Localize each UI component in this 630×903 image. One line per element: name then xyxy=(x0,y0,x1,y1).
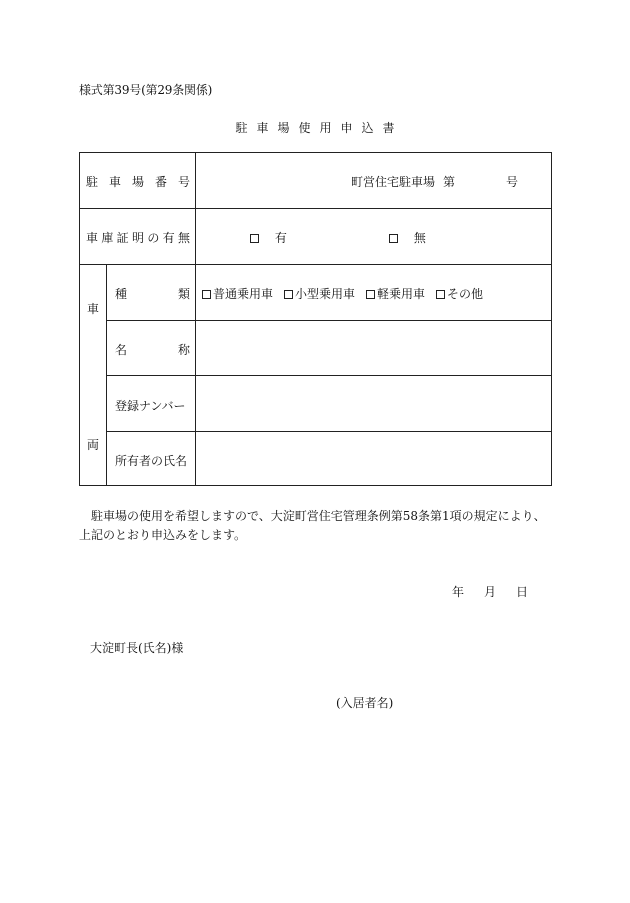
application-form-table xyxy=(79,152,552,486)
label-parking-number: 駐 車 場 番 号 xyxy=(86,175,190,189)
column-divider xyxy=(195,153,196,485)
row-divider xyxy=(106,431,551,432)
vehicle-group-label-bottom: 両 xyxy=(87,438,100,452)
option-other[interactable]: その他 xyxy=(436,287,483,301)
row-divider xyxy=(80,264,551,265)
parking-number-field[interactable] xyxy=(463,167,503,191)
checkbox-icon[interactable] xyxy=(202,290,211,299)
label-vehicle-type: 種 類 xyxy=(115,287,190,301)
checkbox-icon[interactable] xyxy=(284,290,293,299)
document-title: 駐車場使用申込書 xyxy=(235,121,404,135)
row-divider xyxy=(106,320,551,321)
registration-number-field[interactable] xyxy=(200,381,545,426)
option-light-car[interactable]: 軽乗用車 xyxy=(366,287,425,301)
resident-name-label: (入居者名) xyxy=(336,696,394,710)
vehicle-group-label-top: 車 xyxy=(87,302,100,316)
label-vehicle-name: 名 称 xyxy=(115,343,190,357)
parking-number-go: 号 xyxy=(506,175,519,189)
date-month: 月 xyxy=(484,585,497,599)
checkbox-yes[interactable] xyxy=(250,234,259,243)
label-registration-number: 登録ナンバー xyxy=(115,399,186,413)
owner-name-field[interactable] xyxy=(200,436,545,481)
row-divider xyxy=(106,375,551,376)
vehicle-group-divider xyxy=(106,264,107,485)
checkbox-icon[interactable] xyxy=(436,290,445,299)
parking-lot-name: 町営住宅駐車場 xyxy=(351,175,436,189)
checkbox-no[interactable] xyxy=(389,234,398,243)
vehicle-type-options xyxy=(202,285,483,302)
date-line xyxy=(452,583,528,600)
date-year: 年 xyxy=(452,585,465,599)
option-small-car[interactable]: 小型乗用車 xyxy=(284,287,355,301)
vehicle-name-field[interactable] xyxy=(200,325,545,370)
addressee: 大淀町長(氏名)様 xyxy=(90,641,184,655)
option-standard-car[interactable]: 普通乗用車 xyxy=(202,287,273,301)
row-divider xyxy=(80,208,551,209)
date-day: 日 xyxy=(516,585,529,599)
parking-number-dai: 第 xyxy=(443,175,456,189)
checkbox-icon[interactable] xyxy=(366,290,375,299)
garage-cert-no-option[interactable]: 無 xyxy=(389,229,426,246)
form-number: 様式第39号(第29条関係) xyxy=(79,83,213,97)
label-owner-name: 所有者の氏名 xyxy=(115,454,188,468)
application-statement: 駐車場の使用を希望しますので、大淀町営住宅管理条例第58条第1項の規定により、上記のとおり申込みをします。 xyxy=(79,509,546,542)
garage-cert-yes-option[interactable]: 有 xyxy=(250,229,287,246)
label-garage-certificate: 車 庫 証 明 の 有 無 xyxy=(86,231,190,245)
